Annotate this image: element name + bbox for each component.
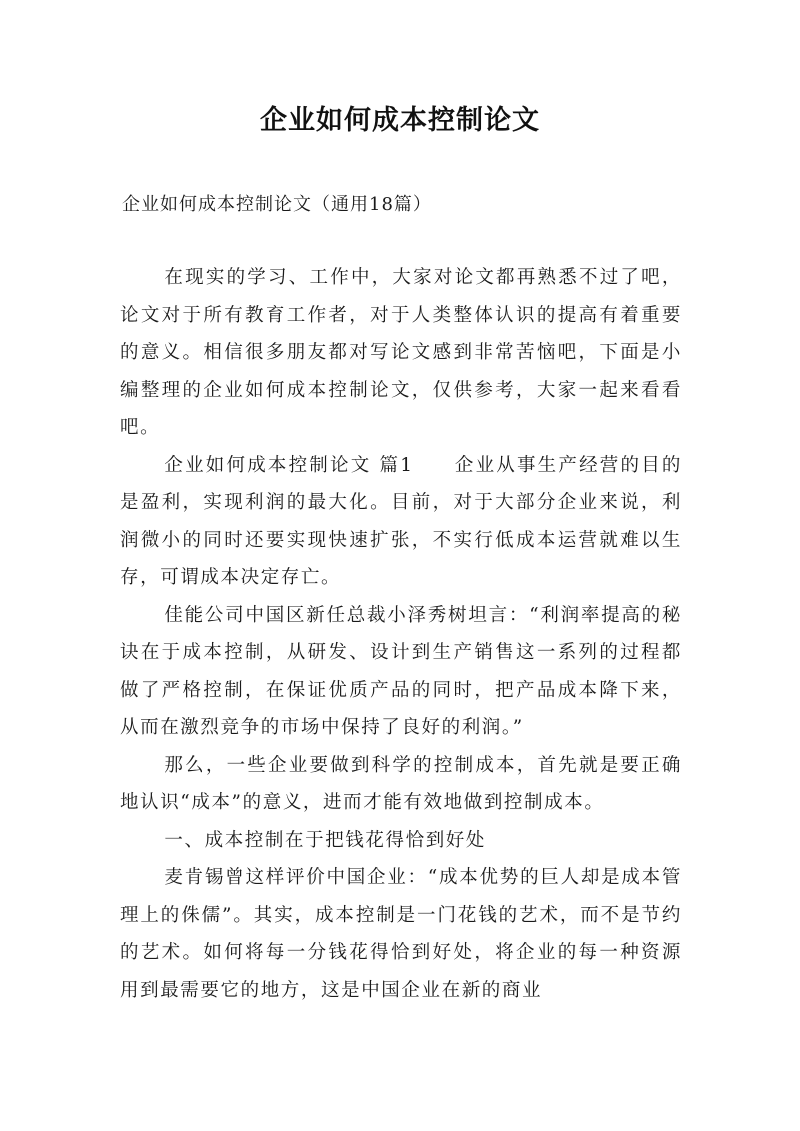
canon-quote-paragraph: 佳能公司中国区新任总裁小泽秀树坦言：“利润率提高的秘诀在于成本控制，从研发、设计到生产销售这一系列的过程都做了严格控制，在保证优质产品的同时，把产品成本降下来，从而在激烈竞争的市场中保持了良好的利润。” <box>120 604 682 738</box>
section-1-paragraph <box>120 447 682 597</box>
document-title: 企业如何成本控制论文 <box>260 105 540 136</box>
section-1-label: 企业如何成本控制论文 篇1 <box>164 454 414 476</box>
cost-understanding-paragraph: 那么，一些企业要做到科学的控制成本，首先就是要正确地认识“成本”的意义，进而才能有效地做到控制成本。 <box>120 754 682 813</box>
section-heading-1: 一、成本控制在于把钱花得恰到好处 <box>164 829 486 851</box>
document-body <box>120 259 682 1009</box>
mckinsey-paragraph: 麦肯锡曾这样评价中国企业：“成本优势的巨人却是成本管理上的侏儒”。其实，成本控制是一门花钱的艺术，而不是节约的艺术。如何将每一分钱花得恰到好处，将企业的每一种资源用到最需要它的地方，这是中国企业在新的商业 <box>120 867 682 1001</box>
section-1-text: 企业从事生产经营的目的是盈利，实现利润的最大化。目前，对于大部分企业来说，利润微小的同时还要实现快速扩张，不实行低成本运营就难以生存，可谓成本决定存亡。 <box>120 454 682 588</box>
intro-paragraph: 在现实的学习、工作中，大家对论文都再熟悉不过了吧，论文对于所有教育工作者，对于人类整体认识的提高有着重要的意义。相信很多朋友都对写论文感到非常苦恼吧，下面是小编整理的企业如何成本控制论文，仅供参考，大家一起来看看吧。 <box>120 267 682 438</box>
document-subtitle: 企业如何成本控制论文（通用18篇） <box>122 194 432 215</box>
